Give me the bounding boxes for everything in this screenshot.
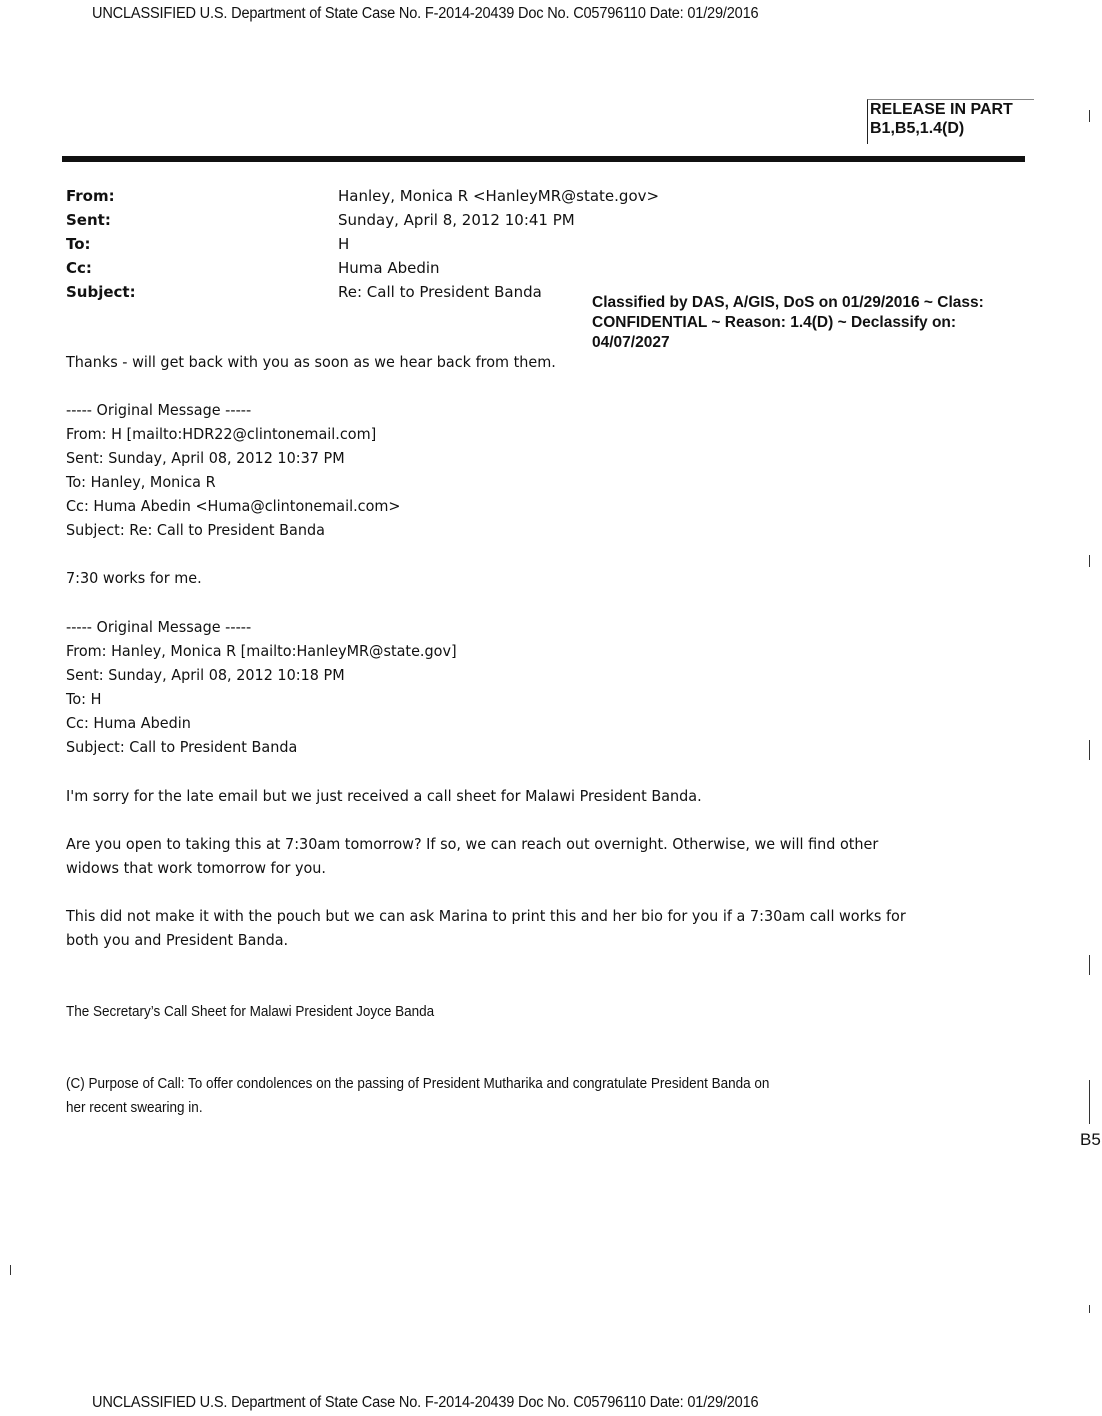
sent-value: Sunday, April 8, 2012 10:41 PM	[338, 211, 575, 229]
header-cc-row	[66, 256, 659, 280]
margin-mark	[10, 1265, 11, 1275]
original-2-from: From: Hanley, Monica R [mailto:HanleyMR@state.gov]	[66, 642, 457, 660]
redaction-code: B5	[1080, 1130, 1101, 1149]
original-2-paragraph-2-line-2: widows that work tomorrow for you.	[66, 859, 326, 877]
classification-line-3: 04/07/2027	[592, 334, 670, 351]
margin-mark	[1089, 1080, 1090, 1124]
original-1-from: From: H [mailto:HDR22@clintonemail.com]	[66, 425, 377, 443]
header-rule	[62, 156, 1025, 162]
from-label: From:	[66, 187, 115, 205]
original-2-paragraph-1: I'm sorry for the late email but we just received a call sheet for Malawi President Banda.	[66, 787, 702, 805]
margin-mark	[1089, 110, 1090, 122]
header-subject-row	[66, 280, 659, 304]
sent-label: Sent:	[66, 211, 111, 229]
original-2-subject: Subject: Call to President Banda	[66, 738, 298, 756]
cc-label: Cc:	[66, 259, 92, 277]
margin-mark	[1089, 555, 1090, 567]
purpose-line-1: (C) Purpose of Call: To offer condolences on the passing of President Mutharika and congratulate President Banda on	[66, 1075, 770, 1092]
original-1-cc: Cc: Huma Abedin <Huma@clintonemail.com>	[66, 497, 401, 515]
footer-stamp: UNCLASSIFIED U.S. Department of State Case No. F-2014-20439 Doc No. C05796110 Date: 01/29/2016	[92, 1394, 759, 1411]
classification-line-2: CONFIDENTIAL ~ Reason: 1.4(D) ~ Declassify on:	[592, 314, 957, 331]
original-1-body: 7:30 works for me.	[66, 569, 202, 587]
original-1-to: To: Hanley, Monica R	[66, 473, 216, 491]
original-2-paragraph-2-line-1: Are you open to taking this at 7:30am tomorrow? If so, we can reach out overnight. Otherwise, we will find other	[66, 835, 879, 853]
to-value: H	[338, 235, 350, 253]
original-1-subject: Subject: Re: Call to President Banda	[66, 521, 325, 539]
original-2-cc: Cc: Huma Abedin	[66, 714, 191, 732]
header-sent-row	[66, 208, 659, 232]
original-2-paragraph-3-line-1: This did not make it with the pouch but we can ask Marina to print this and her bio for you if a 7:30am call works for	[66, 907, 906, 925]
subject-value: Re: Call to President Banda	[338, 283, 542, 301]
original-2-paragraph-3-line-2: both you and President Banda.	[66, 931, 289, 949]
release-box	[867, 99, 1034, 144]
classification-stamp	[592, 293, 984, 353]
original-2-to: To: H	[66, 690, 102, 708]
header-stamp: UNCLASSIFIED U.S. Department of State Case No. F-2014-20439 Doc No. C05796110 Date: 01/29/2016	[92, 5, 759, 22]
original-1-separator: ----- Original Message -----	[66, 401, 252, 419]
cc-value: Huma Abedin	[338, 259, 440, 277]
original-1-sent: Sent: Sunday, April 08, 2012 10:37 PM	[66, 449, 345, 467]
header-to-row	[66, 232, 659, 256]
release-line-1: RELEASE IN PART	[870, 101, 1013, 118]
header-from-row	[66, 184, 659, 208]
margin-mark	[1089, 955, 1090, 975]
email-header	[66, 184, 659, 304]
original-2-sent: Sent: Sunday, April 08, 2012 10:18 PM	[66, 666, 345, 684]
original-2-separator: ----- Original Message -----	[66, 618, 252, 636]
margin-mark	[1089, 1305, 1090, 1313]
call-sheet-title: The Secretary’s Call Sheet for Malawi President Joyce Banda	[66, 1003, 435, 1020]
from-value: Hanley, Monica R <HanleyMR@state.gov>	[338, 187, 660, 205]
margin-mark	[1089, 740, 1090, 760]
purpose-line-2: her recent swearing in.	[66, 1099, 203, 1116]
classification-line-1: Classified by DAS, A/GIS, DoS on 01/29/2016 ~ Class:	[592, 294, 984, 311]
to-label: To:	[66, 235, 91, 253]
release-line-2: B1,B5,1.4(D)	[870, 120, 965, 137]
subject-label: Subject:	[66, 283, 136, 301]
reply-body: Thanks - will get back with you as soon as we hear back from them.	[66, 353, 556, 371]
